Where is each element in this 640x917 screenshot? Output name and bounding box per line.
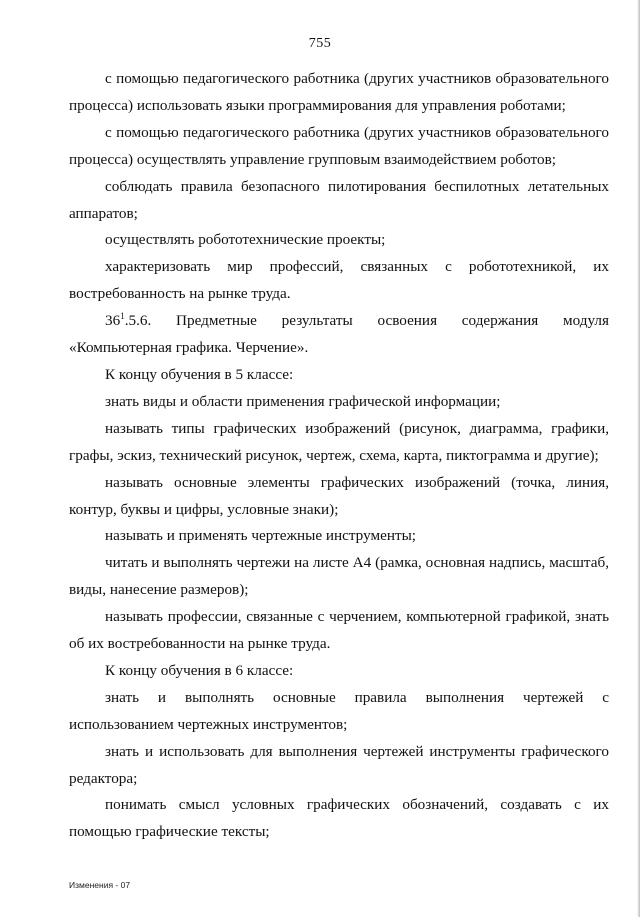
paragraph: осуществлять робототехнические проекты;: [105, 231, 386, 249]
paragraph: называть основные элементы графических изображений (точка, линия, контур, буквы и цифры, условные знаки);: [69, 473, 609, 518]
section-title: Предметные результаты освоения содержания модуля «Компьютерная графика. Черчение».: [69, 312, 609, 357]
paragraph: называть типы графических изображений (рисунок, диаграмма, графики, графы, эскиз, технический рисунок, чертеж, схема, карта, пиктограмма и другие);: [69, 419, 609, 464]
paragraph: характеризовать мир профессий, связанных с робототехникой, их востребованность на рынке труда.: [69, 258, 609, 303]
section-number: 36: [105, 312, 121, 330]
body-text: [69, 66, 609, 846]
page-number: 755: [308, 36, 332, 51]
paragraph: К концу обучения в 6 классе:: [105, 661, 294, 679]
paragraph: называть и применять чертежные инструменты;: [105, 527, 417, 545]
section-heading-paragraph: [69, 308, 609, 362]
paragraph: знать виды и области применения графической информации;: [105, 392, 501, 410]
paragraph: К концу обучения в 5 классе:: [105, 365, 294, 383]
paragraph: знать и использовать для выполнения чертежей инструменты графического редактора;: [69, 742, 609, 787]
paragraph: понимать смысл условных графических обозначений, создавать с их помощью графические тексты;: [69, 796, 609, 841]
section-number-superscript: 1: [120, 311, 125, 322]
paragraph: соблюдать правила безопасного пилотирования беспилотных летательных аппаратов;: [69, 177, 609, 222]
section-number-rest: .5.6.: [124, 312, 152, 330]
footer-revision-note: Изменения - 07: [69, 880, 131, 890]
paragraph: знать и выполнять основные правила выполнения чертежей с использованием чертежных инструментов;: [69, 688, 609, 733]
paragraph: называть профессии, связанные с черчением, компьютерной графикой, знать об их востребованности на рынке труда.: [69, 608, 609, 653]
paragraph: читать и выполнять чертежи на листе А4 (рамка, основная надпись, масштаб, виды, нанесение размеров);: [69, 554, 609, 599]
paragraph: с помощью педагогического работника (других участников образовательного процесса) осуществлять управление групповым взаимодействием роботов;: [69, 123, 609, 168]
paragraph: с помощью педагогического работника (других участников образовательного процесса) использовать языки программирования для управления роботами;: [69, 70, 609, 114]
